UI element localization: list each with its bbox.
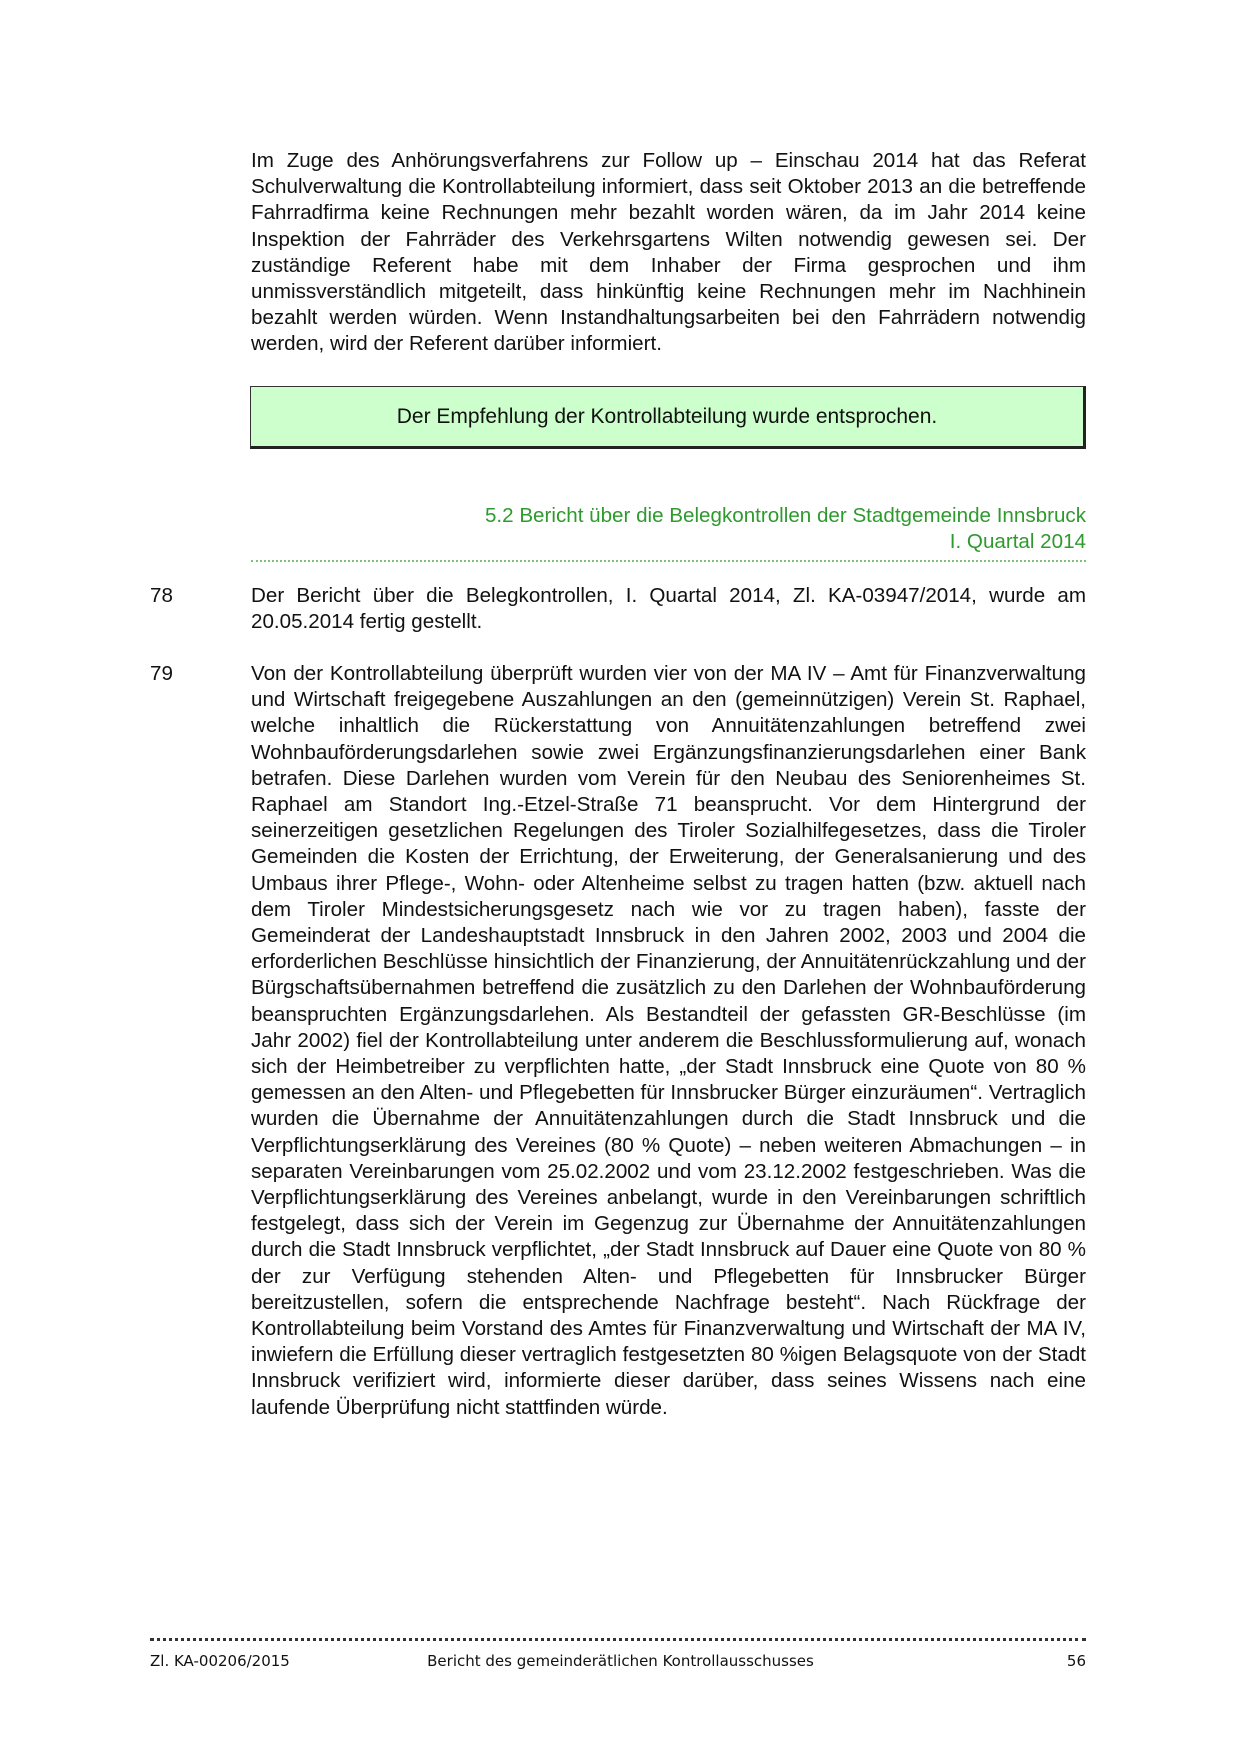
paragraph-79-text: Von der Kontrollabteilung überprüft wurden vier von der MA IV – Amt für Finanzverwaltung und Wirtschaft freigegebene Auszahlungen an den (gemeinnützigen) Verein St. Raphael, welche inhaltlich die Rückerstattung von Annuitätenzahlungen betreffend zwei Wohnbauförderungsdarlehen sowie zwei Ergänzungsfinanzierungsdarlehen einer Bank betrafen. Diese Darlehen wurden vom Verein für den Neubau des Seniorenheimes St. Raphael am Standort Ing.-Etzel-Straße 71 beansprucht. Vor dem Hintergrund der seinerzeitigen gesetzlichen Regelungen des Tiroler Sozialhilfegesetzes, dass die Tiroler Gemeinden die Kosten der Errichtung, der Erweiterung, der Generalsanierung und des Umbaus ihrer Pflege-, Wohn- oder Altenheime selbst zu tragen hatten (bzw. aktuell nach dem Tiroler Mindestsicherungsgesetz nach wie vor zu tragen haben), fasste der Gemeinderat der Landeshauptstadt Innsbruck in den Jahren 2002, 2003 und 2004 die erforderlichen Beschlüsse hinsichtlich der Finanzierung, der Annuitätenrückzahlung und der Bürgschaftsübernahmen betreffend die zusätzlich zu den Darlehen der Wohnbauförderung beanspruchten Ergänzungsdarlehen. Als Bestandteil der gefassten GR-Beschlüsse (im Jahr 2002) fiel der Kontrollabteilung unter anderem die Beschlussformulierung auf, wonach sich der Heimbetreiber zu verpflichten hatte, „der Stadt Innsbruck eine Quote von 80 % gemessen an den Alten- und Pflegebetten für Innsbrucker Bürger einzuräumen“. Vertraglich wurden die Übernahme der Annuitätenzahlungen durch die Stadt Innsbruck und die Verpflichtungserklärung des Vereines (80 % Quote) – neben weiteren Abmachungen – in separaten Vereinbarungen vom 25.02.2002 und vom 23.12.2002 festgeschrieben. Was die Verpflichtungserklärung des Vereines anbelangt, wurde in den Vereinbarungen schriftlich festgelegt, dass sich der Verein im Gegenzug zur Übernahme der Annuitätenzahlungen durch die Stadt Innsbruck verpflichtet, „der Stadt Innsbruck auf Dauer eine Quote von 80 % der zur Verfügung stehenden Alten- und Pflegebetten für Innsbrucker Bürger bereitzustellen, sofern die entsprechende Nachfrage besteht“. Nach Rückfrage der Kontrollabteilung beim Vorstand des Amtes für Finanzverwaltung und Wirtschaft der MA IV, inwiefern die Erfüllung dieser vertraglich festgesetzten 80 %igen Belagsquote von der Stadt Innsbruck verifiziert wird, informierte dieser darüber, dass seines Wissens nach eine laufende Überprüfung nicht stattfinden würde.: [251, 662, 1086, 1419]
paragraph-78-text: Der Bericht über die Belegkontrollen, I. Quartal 2014, Zl. KA-03947/2014, wurde am 20.05.2014 fertig gestellt.: [251, 584, 1086, 634]
page-number: 56: [1066, 1652, 1086, 1670]
footer-divider: [150, 1638, 1086, 1641]
intro-paragraph: Im Zuge des Anhörungsverfahrens zur Follow up – Einschau 2014 hat das Referat Schulverwaltung die Kontrollabteilung informiert, dass seit Oktober 2013 an die betreffende Fahrradfirma keine Rechnungen mehr bezahlt worden wären, da im Jahr 2014 keine Inspektion der Fahrräder des Verkehrsgartens Wilten notwendig gewesen sei. Der zuständige Referent habe mit dem Inhaber der Firma gesprochen und ihm unmissverständlich mitgeteilt, dass hinkünftig keine Rechnungen mehr im Nachhinein bezahlt werden würden. Wenn Instandhaltungsarbeiten bei den Fahrrädern notwendig werden, wird der Referent darüber informiert.: [251, 149, 1086, 356]
section-title: 5.2 Bericht über die Belegkontrollen der Stadtgemeinde Innsbruck: [484, 504, 1086, 527]
footer-title: Bericht des gemeinderätlichen Kontrollausschusses: [427, 1652, 814, 1670]
heading-divider: [251, 560, 1086, 562]
result-box: [250, 386, 1086, 449]
paragraph-number: 79: [150, 662, 173, 685]
footer-reference: Zl. KA-00206/2015: [150, 1652, 290, 1670]
section-heading: [485, 503, 1086, 555]
section-subtitle: I. Quartal 2014: [949, 530, 1086, 553]
result-text: Der Empfehlung der Kontrollabteilung wurde entsprochen.: [396, 404, 938, 428]
paragraph-number: 78: [150, 584, 173, 607]
